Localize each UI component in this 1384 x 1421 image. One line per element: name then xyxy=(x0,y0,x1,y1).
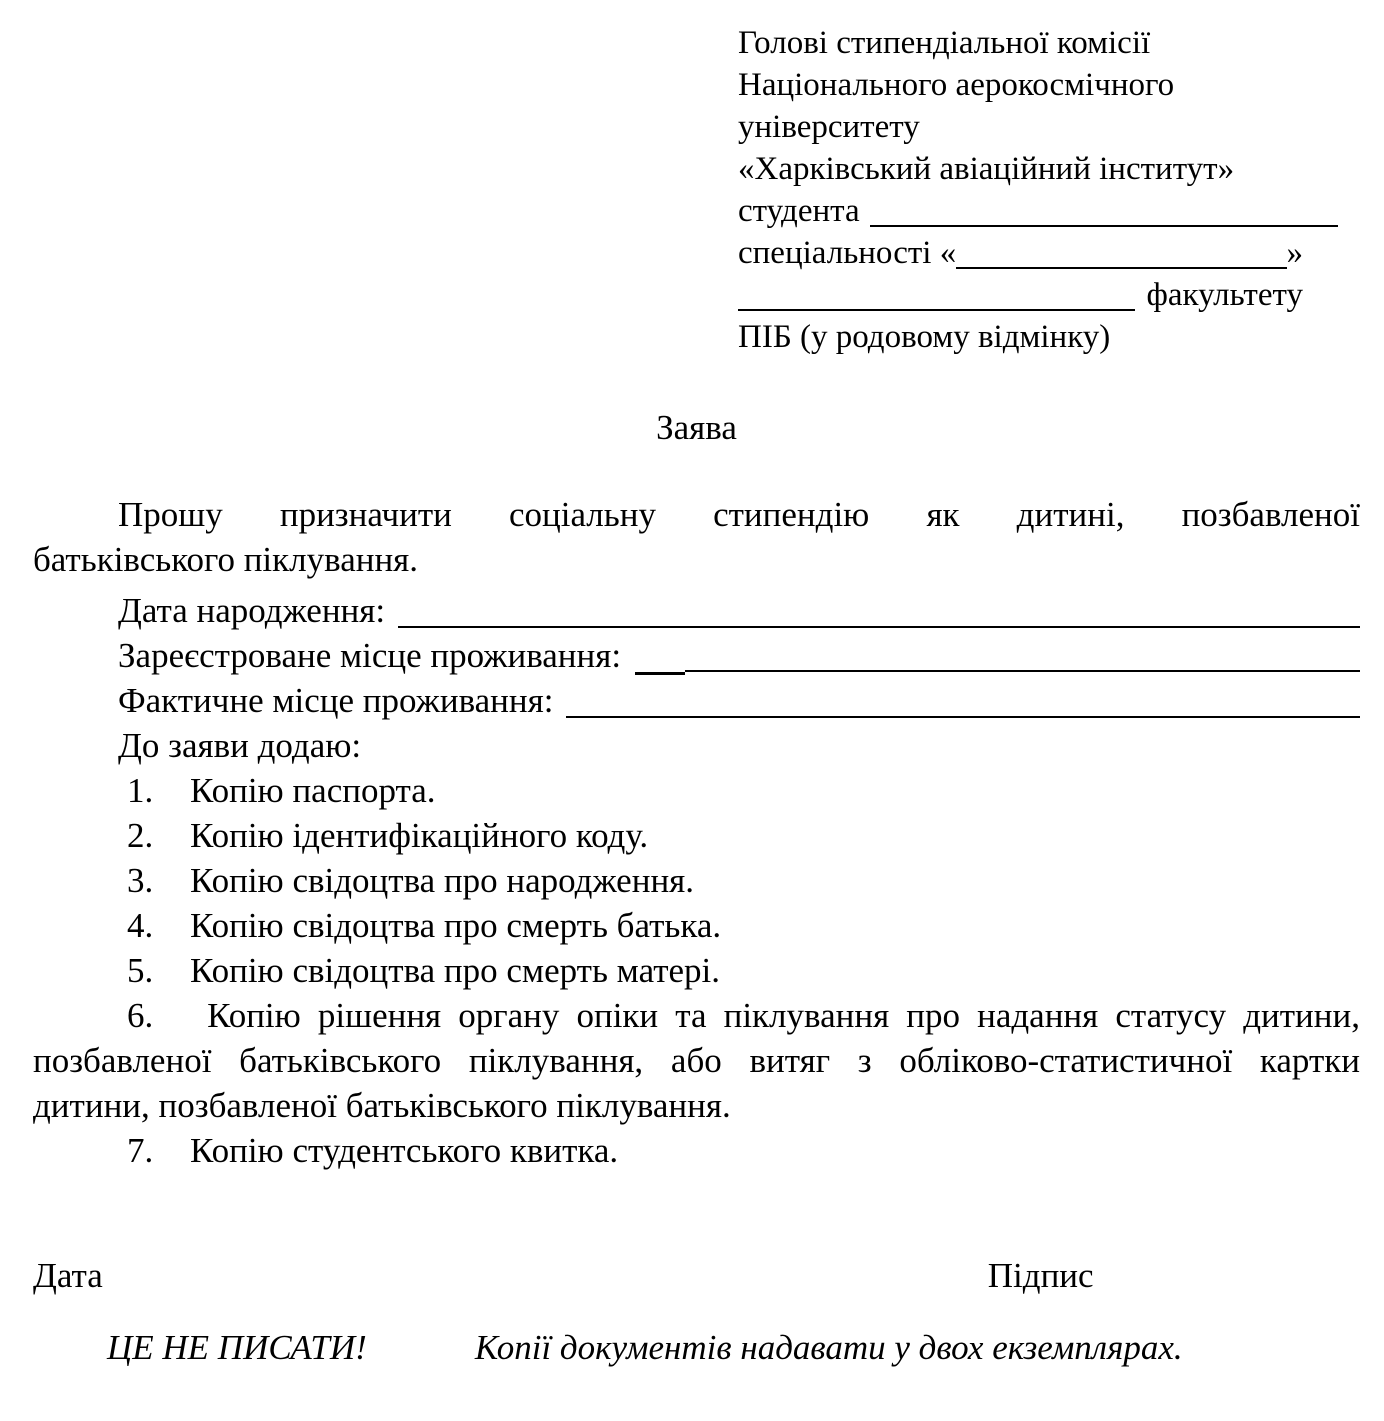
application-title: Заява xyxy=(656,408,737,447)
attachment-item-5 xyxy=(33,948,1360,993)
actual-address-field xyxy=(33,678,1360,723)
attachments-list xyxy=(33,768,1360,1173)
registered-address-blank xyxy=(685,633,1360,672)
signature-label: Підпис xyxy=(987,1256,1094,1295)
attachment-item-6 xyxy=(33,993,1360,1128)
attachment-item-6-line-3: дитини, позбавленої батьківського піклування. xyxy=(33,1086,731,1125)
registered-address-label: Зареєстроване місце проживання: xyxy=(118,636,622,675)
birth-date-field xyxy=(33,588,1360,633)
birth-date-label: Дата народження: xyxy=(118,591,386,630)
attachment-number-6: 6. xyxy=(127,996,154,1035)
faculty-line xyxy=(738,274,1338,316)
attachment-number-5: 5. xyxy=(127,951,154,990)
attachment-item-6-line-2: позбавленої батьківського піклування, або витяг з обліково-статистичної картки xyxy=(33,1041,1360,1080)
addressee-line-institute: «Харківський авіаційний інститут» xyxy=(738,151,1235,187)
birth-date-blank xyxy=(398,588,1360,628)
attachment-number-7: 7. xyxy=(127,1131,154,1170)
attachment-text-4: Копію свідоцтва про смерть батька. xyxy=(190,906,722,945)
request-line-1: Прошу призначити соціальну стипендію як дитині, позбавленої xyxy=(118,495,1360,534)
name-hint: ПІБ (у родовому відмінку) xyxy=(738,319,1111,355)
attachment-item-3 xyxy=(33,858,1360,903)
do-not-write-warning: ЦЕ НЕ ПИСАТИ! xyxy=(107,1328,367,1367)
attachment-number-2: 2. xyxy=(127,816,154,855)
faculty-label: факультету xyxy=(1146,277,1303,313)
faculty-blank xyxy=(738,274,1135,311)
attachment-text-5: Копію свідоцтва про смерть матері. xyxy=(190,951,721,990)
specialty-close-quote: » xyxy=(1286,235,1303,271)
registered-address-field xyxy=(33,633,1360,678)
specialty-line xyxy=(738,232,1338,274)
date-label: Дата xyxy=(33,1256,103,1295)
attachment-text-1: Копію паспорта. xyxy=(190,771,436,810)
student-line xyxy=(738,190,1338,232)
attachment-text-3: Копію свідоцтва про народження. xyxy=(190,861,695,900)
attachment-text-7: Копію студентського квитка. xyxy=(190,1131,619,1170)
attachment-number-3: 3. xyxy=(127,861,154,900)
attachment-text-2: Копію ідентифікаційного коду. xyxy=(190,816,649,855)
student-label: студента xyxy=(738,193,860,229)
specialty-label: спеціальності « xyxy=(738,235,957,271)
attachment-item-6-line-1 xyxy=(33,993,1360,1038)
attachments-intro: До заяви додаю: xyxy=(118,726,362,765)
request-paragraph xyxy=(33,492,1360,582)
specialty-blank xyxy=(956,232,1286,269)
addressee-block xyxy=(738,22,1338,358)
attachment-number-1: 1. xyxy=(127,771,154,810)
registered-address-blank-short xyxy=(635,633,685,675)
copies-note: Копії документів надавати у двох екземплярах. xyxy=(474,1328,1183,1367)
student-name-blank xyxy=(870,190,1338,227)
attachment-item-7 xyxy=(33,1128,1360,1173)
attachment-item-1 xyxy=(33,768,1360,813)
signature-row xyxy=(33,1253,1360,1298)
actual-address-blank xyxy=(566,678,1360,718)
attachment-text-6-line-1: Копію рішення органу опіки та піклування про надання статусу дитини, xyxy=(207,996,1360,1035)
attachment-item-2 xyxy=(33,813,1360,858)
attachment-number-4: 4. xyxy=(127,906,154,945)
addressee-line-university-1: Національного аерокосмічного xyxy=(738,67,1175,103)
request-line-2: батьківського піклування. xyxy=(33,540,419,579)
addressee-line-university-2: університету xyxy=(738,109,920,145)
footnote-row xyxy=(33,1325,1360,1370)
actual-address-label: Фактичне місце проживання: xyxy=(118,681,554,720)
attachment-item-4 xyxy=(33,903,1360,948)
addressee-line-commission: Голові стипендіальної комісії xyxy=(738,25,1151,61)
fields-block xyxy=(33,588,1360,768)
